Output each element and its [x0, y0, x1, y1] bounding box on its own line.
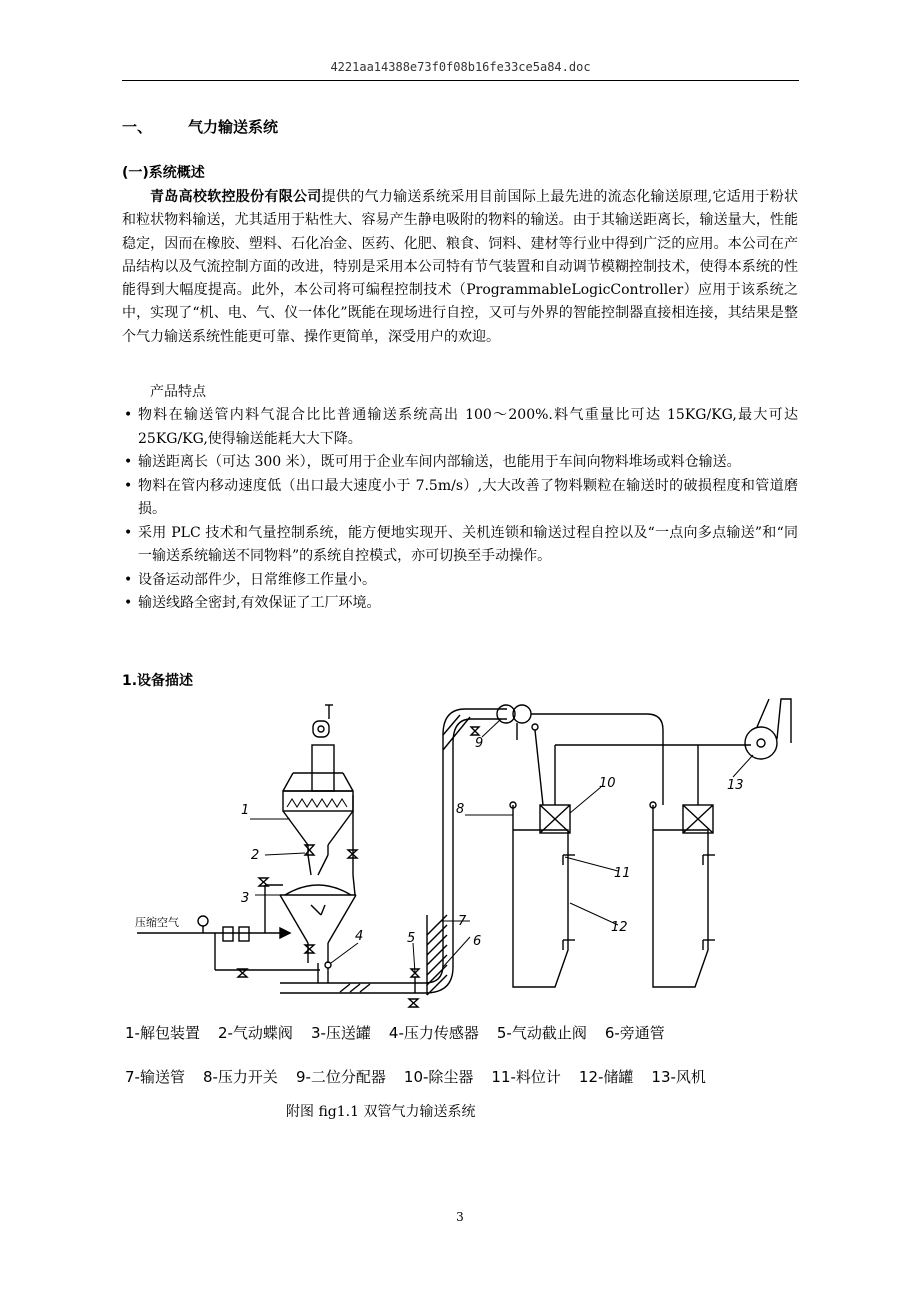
- bullet-icon: •: [124, 454, 133, 470]
- legend-item: 11-料位计: [491, 1068, 561, 1086]
- overview-paragraph: [122, 186, 798, 349]
- figure-caption: 附图 fig1.1 双管气力输送系统: [286, 1104, 476, 1120]
- callout-13: 13: [727, 778, 744, 793]
- bullet-icon: •: [124, 571, 133, 588]
- header-rule: [122, 80, 799, 81]
- callout-5: 5: [407, 931, 416, 946]
- legend-item: 5-气动截止阀: [496, 1024, 587, 1042]
- legend-row-2: [125, 1066, 724, 1087]
- feature-item: • 物料在输送管内料气混合比比普通输送系统高出 100～200%.料气重量比可达 15KG/KG,最大可达 25KG/KG,使得输送能耗大大下降。: [122, 404, 798, 451]
- vibrator-motor-icon: [313, 721, 329, 737]
- bullet-icon: •: [124, 407, 133, 423]
- feature-item: • 采用 PLC 技术和气量控制系统，能方便地实现开、关机连锁和输送过程自控以及“一点向多点输送”和“同一输送系统输送不同物料”的系统自控模式，亦可切换至手动操作。: [122, 522, 798, 569]
- feature-item: • 输送距离长（可达 300 米），既可用于企业车间内部输送，也能用于车间向物料堆场或料仓输送。: [122, 451, 798, 475]
- callout-1: 1: [241, 803, 250, 818]
- callout-12: 12: [611, 920, 628, 935]
- legend-item: 13-风机: [651, 1068, 706, 1086]
- callout-6: 6: [473, 934, 482, 949]
- section-heading: [122, 116, 278, 137]
- callout-10: 10: [599, 776, 616, 791]
- callout-9: 9: [475, 736, 484, 751]
- feature-item: • 输送线路全密封,有效保证了工厂环境。: [122, 592, 798, 616]
- legend-item: 12-储罐: [578, 1068, 634, 1086]
- air-gauge-icon: [198, 916, 208, 926]
- legend-item: 4-压力传感器: [388, 1024, 479, 1042]
- legend-item: 1-解包装置: [125, 1024, 200, 1042]
- document-filename-header: 4221aa14388e73f0f08b16fe33ce5a84.doc: [330, 60, 591, 74]
- callout-3: 3: [241, 891, 250, 906]
- pressure-tank-dome: [285, 885, 351, 895]
- butterfly-valve-icon: [305, 845, 314, 855]
- callout-11: 11: [614, 866, 631, 881]
- callout-7: 7: [458, 914, 467, 929]
- features-title: 产品特点: [150, 384, 206, 400]
- bullet-icon: •: [124, 524, 133, 541]
- equipment-heading: 1.设备描述: [122, 673, 194, 689]
- pneumatic-conveying-diagram: [125, 695, 795, 1015]
- fan-icon: [745, 727, 777, 759]
- bullet-icon: •: [124, 595, 133, 611]
- feature-item: • 设备运动部件少，日常维修工作量小。: [122, 569, 798, 593]
- legend-item: 9-二位分配器: [295, 1068, 386, 1086]
- section-title: 气力输送系统: [188, 118, 279, 136]
- feature-item: • 物料在管内移动速度低（出口最大速度小于 7.5m/s）,大大改善了物料颗粒在输送时的破损程度和管道磨损。: [122, 475, 798, 522]
- compressed-air-label: 压缩空气: [135, 916, 179, 929]
- features-list: [122, 404, 798, 616]
- section-number: 一、: [122, 118, 153, 136]
- storage-tank-2: [653, 830, 708, 987]
- bullet-icon: •: [124, 477, 133, 494]
- legend-item: 6-旁通管: [604, 1024, 665, 1042]
- legend-item: 8-压力开关: [202, 1068, 278, 1086]
- subsection-heading: (一)系统概述: [122, 165, 205, 181]
- legend-item: 2-气动蝶阀: [217, 1024, 293, 1042]
- page-number: 3: [456, 1210, 464, 1224]
- callout-8: 8: [456, 802, 465, 817]
- legend-item: 3-压送罐: [310, 1024, 371, 1042]
- unpacking-hopper-body: [312, 745, 334, 791]
- overview-text: 提供的气力输送系统采用目前国际上最先进的流态化输送原理,它适用于粉状和粒状物料输送，尤其适用于粘性大、容易产生静电吸附的物料的输送。由于其输送距离长，输送量大，性能稳定，因而在橡胶、塑料、石化冶金、医药、化肥、粮食、饲料、建材等行业中得到广泛的应用。本公司在产品结构以及气流控制方面的改进，特别是采用本公司特有节气装置和自动调节模糊控制技术，使得本系统的性能得到大幅度提高。此外，本公司将可编程控制技术（ProgrammableLogicController）应用于该系统之中，实现了“机、电、气、仪一体化”既能在现场进行自控，又可与外界的智能控制器直接相连接，其结果是整个气力输送系统性能更可靠、操作更简单，深受用户的欢迎。: [122, 189, 799, 345]
- storage-tank-1: [513, 830, 568, 987]
- legend-item: 10-除尘器: [403, 1068, 474, 1086]
- callout-4: 4: [355, 929, 364, 944]
- legend-item: 7-输送管: [125, 1068, 185, 1086]
- discharge-valve-icon: [305, 945, 314, 953]
- callout-2: 2: [251, 848, 260, 863]
- company-name: 青岛高校软控股份有限公司: [150, 189, 322, 205]
- legend-row-1: [125, 1022, 683, 1043]
